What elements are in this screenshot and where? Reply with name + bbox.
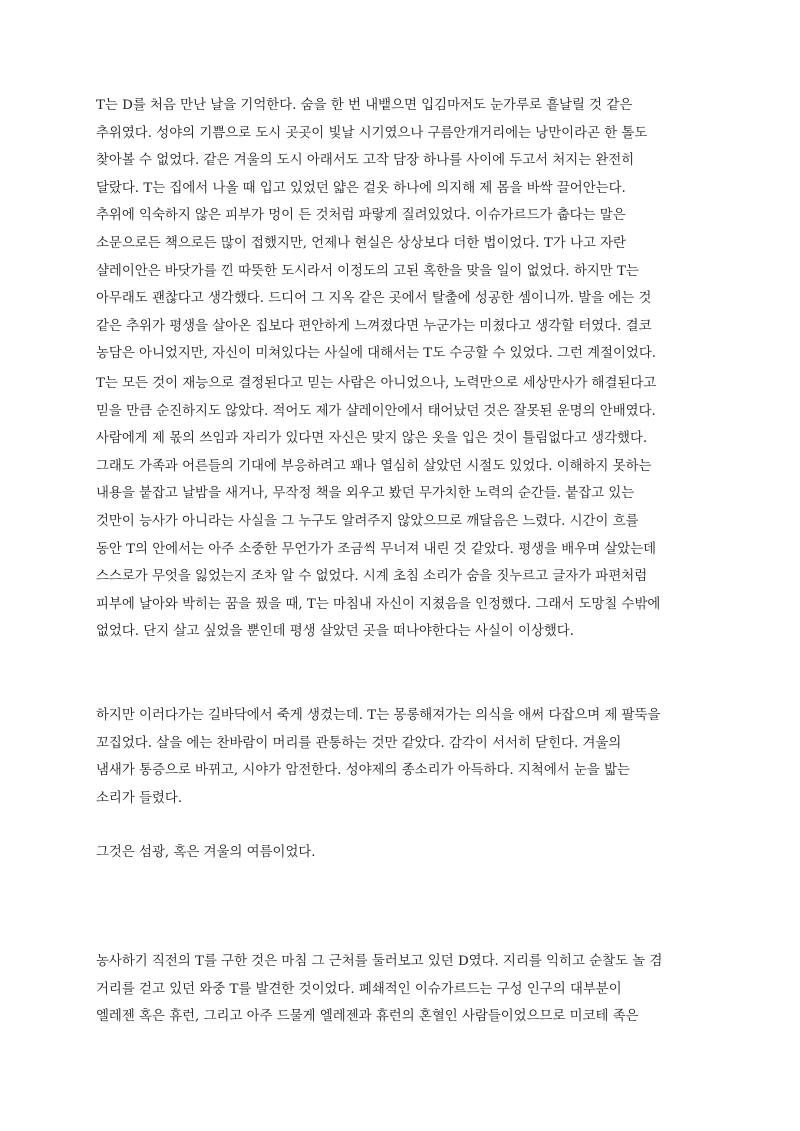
text-line: 농사하기 직전의 T를 구한 것은 마침 그 근처를 둘러보고 있던 D였다. 지리를 익히고 순찰도 놀 겸 xyxy=(96,954,663,969)
text-line: T는 모든 것이 재능으로 결정된다고 믿는 사람은 아니었으나, 노력만으로 세상만사가 해결된다고 xyxy=(96,376,657,391)
text-line: 같은 추위가 평생을 살아온 집보다 편안하게 느껴졌다면 누군가는 미쳤다고 생각할 터였다. 결코 xyxy=(96,318,652,334)
text-line: 꼬집었다. 살을 에는 찬바람이 머리를 관통하는 것만 같았다. 감각이 서서히 닫힌다. 겨울의 xyxy=(96,735,622,751)
text-line: 그래도 가족과 어른들의 기대에 부응하려고 꽤나 열심히 살았던 시절도 있었다. 이해하지 못하는 xyxy=(96,458,652,474)
text-line: 냄새가 통증으로 바뀌고, 시야가 암전한다. 성야제의 종소리가 아득하다. 지척에서 눈을 밟는 xyxy=(96,763,630,779)
text-line: 아무래도 괜찮다고 생각했다. 드디어 그 지옥 같은 곳에서 탈출에 성공한 셈이니까. 발을 에는 것 xyxy=(96,291,652,307)
text-line: 소문으로든 책으로든 많이 접했지만, 언제나 현실은 상상보다 더한 법이었다. T가 나고 자란 xyxy=(96,236,626,251)
text-line: 찾아볼 수 없었다. 같은 겨울의 도시 아래서도 고작 담장 하나를 사이에 두고서 처지는 완전히 xyxy=(96,153,635,169)
text-line: 스스로가 무엇을 잃었는지 조차 알 수 없었다. 시계 초침 소리가 숨을 짓누르고 글자가 파편처럼 xyxy=(96,569,648,585)
text-line: 추위에 익숙하지 않은 피부가 멍이 든 것처럼 파랗게 질려있었다. 이슈가르드가 춥다는 말은 xyxy=(96,208,626,224)
text-line: T는 D를 처음 만난 날을 기억한다. 숨을 한 번 내뱉으면 입김마저도 눈가루로 흩날릴 것 같은 xyxy=(96,98,633,113)
text-line: 그것은 섬광, 혹은 겨울의 여름이었다. xyxy=(96,845,316,860)
text-line: 샬레이안은 바닷가를 낀 따뜻한 도시라서 이정도의 고된 혹한을 맞을 일이 없었다. 하지만 T는 xyxy=(96,263,639,279)
text-line: 엘레젠 혹은 휴런, 그리고 아주 드물게 엘레젠과 휴런의 혼혈인 사람들이었으므로 미코테 족은 xyxy=(96,1009,639,1025)
text-line: 믿을 만큼 순진하지도 않았다. 적어도 제가 샬레이안에서 태어났던 것은 잘못된 운명의 안배였다. xyxy=(96,403,656,419)
text-line: 내용을 붙잡고 날밤을 새거나, 무작정 책을 외우고 봤던 무가치한 노력의 순간들. 붙잡고 있는 xyxy=(96,486,635,502)
text-line: 없었다. 단지 살고 싶었을 뿐인데 평생 살았던 곳을 떠나야한다는 사실이 이상했다. xyxy=(96,624,574,640)
text-line: 소리가 들렸다. xyxy=(96,790,183,806)
text-line: 피부에 날아와 박히는 꿈을 꿨을 때, T는 마침내 자신이 지쳤음을 인정했다. 그래서 도망칠 수밖에 xyxy=(96,596,661,612)
text-line: 동안 T의 안에서는 아주 소중한 무언가가 조금씩 무너져 내린 것 같았다. 평생을 배우며 살았는데 xyxy=(96,541,657,557)
text-line: 사람에게 제 몫의 쓰임과 자리가 있다면 자신은 맞지 않은 옷을 입은 것이 틀림없다고 생각했다. xyxy=(96,431,648,447)
text-line: 거리를 걷고 있던 와중 T를 발견한 것이었다. 폐쇄적인 이슈가르드는 구성 인구의 대부분이 xyxy=(96,981,622,997)
text-line: 달랐다. T는 집에서 나올 때 입고 있었던 얇은 겉옷 하나에 의지해 제 몸을 바싹 끌어안는다. xyxy=(96,180,626,196)
text-line: 추위였다. 성야의 기쁨으로 도시 곳곳이 빛날 시기였으나 구름안개거리에는 낭만이라곤 한 톨도 xyxy=(96,125,648,141)
text-line: 농담은 아니었지만, 자신이 미쳐있다는 사실에 대해서는 T도 수긍할 수 있었다. 그런 계절이었다. xyxy=(96,346,657,362)
text-line: 하지만 이러다가는 길바닥에서 죽게 생겼는데. T는 몽롱해져가는 의식을 애써 다잡으며 제 팔뚝을 xyxy=(96,708,661,723)
text-line: 것만이 능사가 아니라는 사실을 그 누구도 알려주지 않았으므로 깨달음은 느렸다. 시간이 흐를 xyxy=(96,514,639,529)
